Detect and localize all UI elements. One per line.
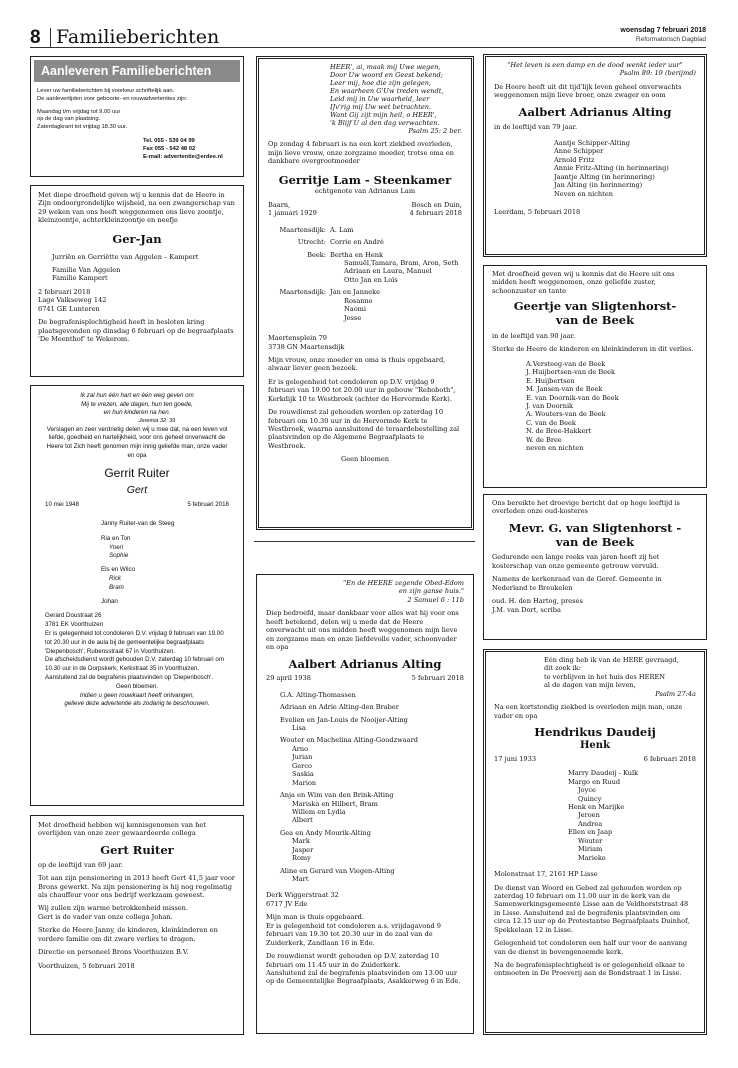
deceased-name: Gerritje Lam - Steenkamer <box>278 172 452 187</box>
name-line: van de Beek <box>555 534 635 549</box>
place-date: Voorthuizen, 5 februari 2018 <box>38 961 135 970</box>
family-line: Aantje Schipper-Alting <box>554 138 631 147</box>
family-place: Maartensdijk: <box>279 288 326 297</box>
deceased-name <box>492 300 698 328</box>
family-line: Adriaan en Adrie Alting-den Braber <box>280 703 399 712</box>
notice-paragraph: Wij zullen zijn warme betrokkenheid missen. <box>38 904 189 913</box>
section-title: Familieberichten <box>56 26 220 48</box>
verse-line: IJv'rig mij Uw wet betrachten. <box>330 103 432 112</box>
family-line: Wouter en Machelina Alting-Goudzwaard <box>280 736 418 745</box>
notice-intro: Ons bereikte het droevige bericht dat op hoge leeftijd is overleden onze oud-kosteres <box>492 499 680 516</box>
place-date: Leerdam, 5 februari 2018 <box>494 208 581 217</box>
deceased-name <box>492 522 698 550</box>
family-line: Jurian <box>292 753 313 762</box>
verse-line: "Het leven is een damp en de dood wenkt ieder uur" <box>507 61 683 69</box>
verse-block <box>268 63 462 135</box>
verse-line: En waarheen G'Uw treden wendt, <box>330 87 444 96</box>
grandchild: Bram <box>109 583 124 591</box>
family-line: J. van Doornik <box>526 401 574 410</box>
family-line: Familie Van Aggelen <box>52 265 121 274</box>
birth-date: 1 januari 1929 <box>268 209 317 218</box>
family-line: Miriam <box>578 845 603 854</box>
family-line: Johan <box>101 597 118 605</box>
family-line: Jaantje Alting (in herinnering) <box>554 172 655 181</box>
verse-line: te verblijven in het huis des HEREN <box>544 672 666 681</box>
family-line: A.Versteeg-van de Beek <box>526 359 606 368</box>
family-line: Andrea <box>578 819 603 828</box>
verse-reference: 2 Samuel 6 : 11b <box>407 595 464 604</box>
age-line: in de leeftijd van 90 jaar. <box>492 331 576 340</box>
deceased-name: Gerrit Ruiter <box>104 466 170 481</box>
submission-line: De aanlevertijden voor geboorte- en rouwadvertenties zijn: <box>37 95 188 102</box>
address-line: 6741 GE Lunteren <box>38 304 100 313</box>
birth-date: 29 april 1938 <box>266 674 311 683</box>
notice-intro: Met diepe droefheid geven wij u kennis dat de Heere in Zijn ondoorgrondelijke wijsheid, na een zwangerschap van 29 weken van ons heeft weggenomen ons lieve zoontje, kleinzoontje, achterkleinzoontje en neefje <box>38 191 235 225</box>
family-place: Maartensdijk: <box>279 225 326 234</box>
notice-gerrit-ruiter <box>30 385 244 806</box>
deceased-name: Ger-Jan <box>112 231 162 246</box>
deceased-name: Hendrikus Daudeij <box>534 725 656 740</box>
submission-title: Aanleveren Familieberichten <box>34 60 240 82</box>
condolence-info: Er is gelegenheid tot condoleren a.s. vrijdagavond 9 februari van 19.30 tot 20.30 uur in de zaal van de Zuiderkerk, Zandlaan 16 in Ede. <box>266 921 441 947</box>
verse-line: HEER', ai, maak mij Uwe wegen, <box>330 63 441 71</box>
address-line: 6717 JV Ede <box>266 899 308 908</box>
family-line: Adriaan en Laura, Manuel <box>344 267 432 276</box>
death-date: 5 februari 2018 <box>187 501 229 509</box>
family-line: Els en Wilco <box>101 566 136 574</box>
family-line: A. Lam <box>330 225 354 234</box>
family-line: N. de Bree-Hakkert <box>526 427 592 436</box>
address-line: Maertensplein 79 <box>268 334 327 343</box>
notice-hendrikus-daudeij <box>483 649 707 1035</box>
verse-line: Ik zal hun één hart en één weg geven om <box>80 392 194 399</box>
submission-time: Maandag t/m vrijdag tot 9.00 uur <box>37 108 121 115</box>
service-info: De afscheidsdienst wordt gehouden D.V. zaterdag 10 februari om 10.30 uur in de Dorpskerk, Kerkstraat 35 in Voorthuizen. Aansluitend zal de begrafenis plaatsvinden op 'Diepenbosch'. <box>45 656 224 681</box>
deceased-nickname: Henk <box>579 739 610 751</box>
family-line: Bertha en Henk <box>330 250 383 259</box>
closing-line: Indien u geen rouwkaart heeft ontvangen, <box>79 691 195 699</box>
name-line: Geertje van Sligtenhorst- <box>513 299 677 314</box>
family-line: Arno <box>292 744 309 753</box>
verse-reference: Psalm 89: 19 (berijmd) <box>619 69 696 78</box>
verse-line: Leid mij in Uw waarheid, leer <box>330 95 430 104</box>
column-divider <box>254 541 475 542</box>
notice-date: 2 februari 2018 <box>38 287 91 296</box>
deceased-name: Gert Ruiter <box>100 842 174 857</box>
family-line: Joyce <box>578 786 596 795</box>
birth-date: 17 juni 1933 <box>494 754 537 763</box>
family-line: W. de Bree <box>526 435 562 444</box>
deceased-nickname: Gert <box>126 483 148 496</box>
notice-intro: Op zondag 4 februari is na een kort ziekbed overleden, mijn lieve vrouw, onze zorgzame moeder, trotse oma en dankbare overgrootmoeder <box>268 140 454 166</box>
grandchild: Rick <box>109 574 122 582</box>
address-line: Gerard Doustraat 26 <box>45 612 102 620</box>
fax-number: Fax 055 - 542 48 02 <box>143 145 196 152</box>
verse-line: Leer mij, hoe die zijn gelegen, <box>330 79 432 88</box>
burial-info: Aansluitend zal de begrafenis plaatsvinden om 13.00 uur op de Gemeentelijke Begraafplaats, Asakkerweg 6 in Ede. <box>266 968 461 986</box>
notice-intro: Met droefheid geven wij u kennis dat de Heere uit ons midden heeft weggenomen, onze geliefde zuster, schoonzuster en tante <box>492 270 675 295</box>
family-line: Quincy <box>578 794 602 803</box>
family-line: Annie Fritz-Alting (in herinnering) <box>554 164 669 173</box>
family-line: G.A. Alting-Thomassen <box>280 690 356 699</box>
family-line: Arnold Fritz <box>554 155 595 164</box>
issue-date: woensdag 7 februari 2018 <box>620 27 706 34</box>
family-line: Familie Kampert <box>52 274 108 283</box>
death-date: 6 februari 2018 <box>643 754 696 763</box>
address-line: 3781 EK Voorthuizen <box>45 621 104 629</box>
family-line: Ellen en Jaap <box>568 828 613 837</box>
notice-paragraph: Tot aan zijn pensionering in 2013 heeft Gert 41,5 jaar voor Brons gewerkt. Na zijn pensionering is hij nog regelmatig als chauffeur voor ons bedrijf werkzaam geweest. <box>38 874 235 899</box>
family-line: Wouter <box>578 836 603 845</box>
deceased-name: Aalbert Adrianus Alting <box>518 104 672 119</box>
family-line: Anne Schipper <box>554 147 604 156</box>
name-line: van de Beek <box>555 313 635 328</box>
page-number: 8 <box>30 27 41 48</box>
address-line: Molenstraat 17, 2161 HP Lisse <box>494 870 598 879</box>
verse-line: dit zoek ik: <box>544 664 581 673</box>
signature: J.M. van Dort, scriba <box>492 605 561 614</box>
condolence-info: Gelegenheid tot condoleren een half uur voor de aanvang van de dienst in bovengenoemde kerk. <box>494 939 688 956</box>
family-list <box>494 769 696 862</box>
family-line: Jeroen <box>578 811 600 820</box>
family-line: Otto Jan en Loïs <box>344 275 398 284</box>
address-line: Lage Valkseweg 142 <box>38 296 107 305</box>
family-list <box>268 226 462 322</box>
family-line: Willem en Lydia <box>292 807 346 816</box>
closing-line: gelieve deze advertentie als zodanig te beschouwen. <box>64 700 210 708</box>
grandchild: Yoeri <box>109 543 124 551</box>
family-line: J. Huijbertsen-van de Beek <box>526 368 616 377</box>
family-line: Aline en Gerard van Viegen-Alting <box>280 866 395 875</box>
deceased-name: Aalbert Adrianus Alting <box>288 656 442 671</box>
notice-mevr-sligtenhorst <box>483 494 707 640</box>
family-line: Saskia <box>292 770 314 779</box>
verse-line: Door Uw woord en Geest bekend; <box>330 71 443 80</box>
death-date: 4 februari 2018 <box>409 209 462 218</box>
header-divider <box>50 28 51 47</box>
address-line: 3738 GN Maartensdijk <box>268 342 345 351</box>
verse-reference: Psalm 25: 2 ber. <box>408 127 462 136</box>
signature: oud. H. den Hartog, preses <box>492 597 583 606</box>
family-line: Romy <box>292 854 311 863</box>
verse-line: Want Gij zijt mijn heil, o HEER', <box>330 111 437 120</box>
family-line: Marieke <box>578 853 606 862</box>
family-line: Marion <box>292 778 317 787</box>
verse-reference: Jeremia 32: 39 <box>138 418 176 425</box>
notice-gert-ruiter <box>30 815 244 1035</box>
family-line: Jan Alting (in herinnering) <box>554 181 643 190</box>
verse-line: en hun kinderen na hen. <box>103 409 171 417</box>
family-place: Utrecht: <box>297 238 326 247</box>
verse-line: Eén ding heb ik van de HERE gevraagd, <box>544 656 679 664</box>
condolence-info: Er is gelegenheid tot condoleren op D.V. vrijdag 9 februari van 19.00 tot 20.00 uur in gebouw "Rehoboth", Kerkdijk 10 te Westbroek (achter de Hervormde Kerk). <box>268 377 456 403</box>
condolence-info: Er is gelegenheid tot condoleren D.V. vrijdag 9 februari van 19.00 tot 20.30 uur in de aula bij de gemeentelijke begraafplaats 'Diepenbosch', Rubensstraat 67 in Voorthuizen. <box>45 629 224 655</box>
family-line: M. Jansen-van de Beek <box>526 385 603 394</box>
verse-line: Mij te vrezen, alle dagen, hun ten goede, <box>81 400 193 408</box>
family-place: Beek: <box>307 250 326 259</box>
grandchild: Sophie <box>109 552 129 560</box>
notice-gerritje-lam <box>256 56 474 530</box>
home-info: Mijn man is thuis opgebaard. <box>266 913 364 922</box>
verse-block <box>494 61 696 78</box>
family-line: Gerco <box>292 761 312 770</box>
family-line: Rosanne <box>344 296 373 305</box>
flowers-note: Geen bloemen. <box>115 682 159 690</box>
parents: Jurriën en Gerriëtte van Aggelen – Kampert <box>52 252 199 261</box>
flowers-note: Geen bloemen <box>340 455 390 464</box>
family-line: Mart <box>292 875 309 884</box>
family-line: E. Huijbertsen <box>526 376 575 385</box>
notice-intro: Met droefheid hebben wij kennisgenomen van het overlijden van onze zeer gewaardeerde collega <box>38 821 206 838</box>
verse-line: al de dagen van mijn leven, <box>544 681 636 690</box>
email-address[interactable]: E-mail: advertentie@erdee.nl <box>143 153 223 160</box>
submission-time: op de dag van plaatsing. <box>37 116 101 123</box>
family-line: C. van de Beek <box>526 418 576 427</box>
family-line: Marry Daudeij - Kulk <box>568 769 639 778</box>
family-line: A. Wouters-van de Beek <box>526 410 606 419</box>
verse-line: 'k Blijf U al den dag verwachten. <box>330 119 440 128</box>
family-line: Jesse <box>344 313 362 322</box>
family-list <box>266 691 464 884</box>
age-line: op de leeftijd van 69 jaar. <box>38 860 123 869</box>
notice-intro: Na een kortstondig ziekbed is overleden mijn man, onze vader en opa <box>494 703 683 720</box>
home-info: Mijn vrouw, onze moeder en oma is thuis opgebaard, alwaar liever geen bezoek. <box>268 355 446 373</box>
family-line: Mariska en Hilbert, Bram <box>292 799 378 808</box>
verse-reference: Psalm 27:4a <box>655 689 696 698</box>
service-info: De dienst van Woord en Gebed zal gehouden worden op zaterdag 10 februari om 11.00 uur in de kerk van de Samenwerkingsgemeente Lisse aan de Veldhorststraat 48 in Lisse. Aansluitend zal de begrafenis plaatsvinden om circa 12.15 uur op de Protestantse Begraafplaats Duinhof, Spekkelaan 12 in Lisse. <box>494 883 690 934</box>
family-list <box>492 360 698 453</box>
submission-info-box <box>30 56 244 177</box>
page-header <box>30 24 706 48</box>
notice-paragraph: Sterke de Heere Janny, de kinderen, kleinkinderen en verdere familie om dit zware verlies te dragen. <box>38 926 218 943</box>
verse-block <box>266 579 464 604</box>
family-line: E. van Doornik-van de Beek <box>526 393 619 402</box>
family-list <box>494 139 696 198</box>
notice-ger-jan <box>30 185 244 377</box>
family-line: Lisa <box>292 724 306 733</box>
service-info: De rouwdienst zal gehouden worden op zaterdag 10 februari om 10.30 uur in de Hervormde Kerk te Westbroek, waarna aansluitend de teraardebestelling zal plaatsvinden op de Algemene Begraafplaats te Westbroek. <box>268 408 460 450</box>
family-line: Gea en Andy Mourik-Alting <box>280 828 371 837</box>
name-line: Mevr. G. van Sligtenhorst - <box>508 520 682 535</box>
address-line: Derk Wiggerstraat 32 <box>266 891 339 900</box>
notice-intro: Diep bedroefd, maar dankbaar voor alles wat hij voor ons heeft betekend, delen wij u mede dat de Heere onverwacht uit ons midden heeft weggenomen mijn lieve en zorgzame man en onze liefdevolle vader, schoonvader en opa <box>266 609 459 652</box>
family-line: Jasper <box>292 845 314 854</box>
service-info: De rouwdienst wordt gehouden op D.V. zaterdag 10 februari om 11.45 uur in de Zuiderkerk. <box>266 952 439 969</box>
family-line: Samuël,Tamara, Bram, Aron, Seth <box>344 259 459 268</box>
family-line: neven en nichten <box>526 444 584 453</box>
notice-aalbert-family <box>256 574 474 1034</box>
spouse-line: echtgenote van Adrianus Lam <box>314 187 416 196</box>
family-line: Henk en Marijke <box>568 803 625 812</box>
notice-paragraph: Gedurende een lange reeks van jaren heeft zij het kosterschap van onze gemeente getrouw vervuld. <box>492 553 660 570</box>
verse-line: en zijn ganse huis." <box>398 587 464 596</box>
family-line: Neven en nichten <box>554 189 613 198</box>
notice-paragraph: Namens de kerkenraad van de Geref. Gemeente in Nederland te Breukelen <box>492 575 662 592</box>
family-line: Corrie en André <box>330 238 384 247</box>
family-line: Mark <box>292 837 310 846</box>
family-line: Jan en Janneke <box>330 288 381 297</box>
notice-intro: De Heere heeft uit dit tijd'lijk leven geheel onverwachts weggenomen mijn lieve broer, onze zwager en oom <box>494 82 682 100</box>
death-place: Bosch en Duin, <box>411 200 462 209</box>
verse-line: "En de HEERE zegende Obed-Edom <box>343 579 464 587</box>
phone-number: Tel. 055 - 539 04 99 <box>143 138 195 145</box>
submission-line: Lever uw familieberichten bij voorkeur schriftelijk aan. <box>37 88 175 94</box>
birth-place: Baarn, <box>268 200 291 209</box>
notice-paragraph: Gert is de vader van onze collega Johan. <box>38 912 173 921</box>
family-line: Evelien en Jan-Louis de Nooijer-Alting <box>280 715 408 724</box>
notice-aalbert-sister <box>483 54 707 257</box>
submission-time: Zaterdagkrant tot vrijdag 18.30 uur. <box>37 124 128 131</box>
family-line: Margo en Ruud <box>568 777 621 786</box>
death-date: 5 februari 2018 <box>411 674 464 683</box>
birth-date: 10 mei 1948 <box>45 501 80 509</box>
family-line: Ria en Ton <box>101 534 131 542</box>
family-line: Anja en Wim van den Brink-Alting <box>280 791 394 800</box>
burial-info: De begrafenisplechtigheid heeft in besloten kring plaatsgevonden op dinsdag 6 februari op de begraafplaats 'De Meenthof' te Wekerom. <box>38 318 234 344</box>
newspaper-name: Reformatorisch Dagblad <box>635 36 706 43</box>
notice-paragraph: Sterke de Heere de kinderen en kleinkinderen in dit verlies. <box>492 345 694 354</box>
signature: Directie en personeel Brons Voorthuizen B.V. <box>38 948 189 957</box>
age-line: in de leeftijd van 79 jaar. <box>494 122 578 131</box>
family-line: Naomi <box>344 305 367 314</box>
notice-intro: Verslagen en zeer verdrietig delen wij u mee dat, na een leven vol liefde, goedheid en hartelijkheid, voor ons geheel onverwacht de Heere tot Zich heeft genomen mijn innig geliefde man, onze vader en opa <box>46 425 228 459</box>
family-line: Janny Ruiter-van de Steeg <box>101 519 175 527</box>
notice-geertje <box>483 265 707 488</box>
verse-block <box>494 656 696 698</box>
family-line: Albert <box>292 816 313 825</box>
gathering-info: Na de begrafenisplechtigheid is er gelegenheid elkaar te ontmoeten in De Proeverij aan de Bondstraat 1 in Lisse. <box>494 961 685 978</box>
